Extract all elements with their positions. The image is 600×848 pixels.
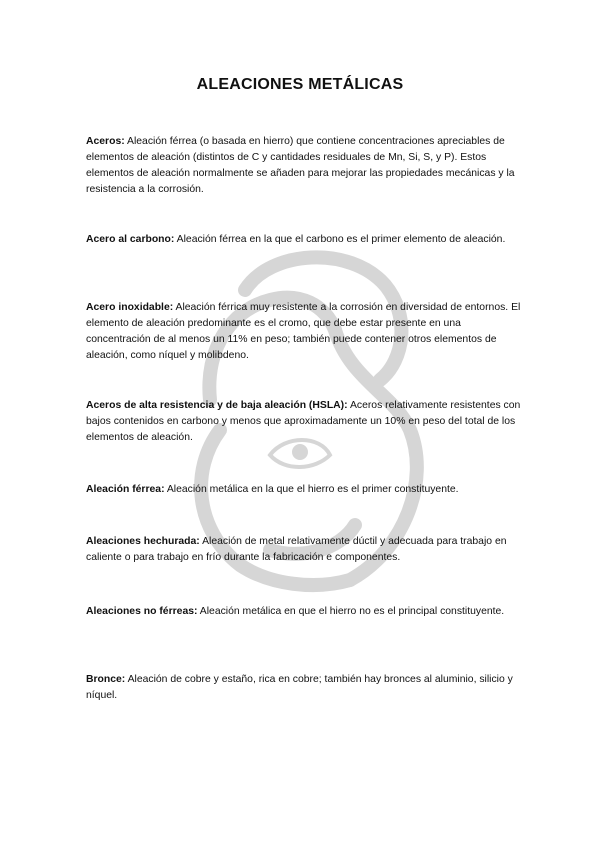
definition-entry [86,482,522,498]
definition-text: Aleación férrica muy resistente a la corrosión en diversidad de entornos. El elemento de aleación predominante es el cromo, que debe estar presente en una concentración de al menos un 11% en peso; también puede contener otros elementos de aleación, como níquel y molibdeno. [86,302,521,361]
term: Aceros: [86,136,125,147]
definition-entry [86,672,522,704]
definition-text: Aleación de cobre y estaño, rica en cobre; también hay bronces al aluminio, silicio y níquel. [86,674,513,701]
definition-text: Aleación metálica en que el hierro no es el principal constituyente. [199,606,505,617]
definition-text: Aleación de metal relativamente dúctil y adecuada para trabajo en caliente o para trabajo en frío durante la fabricación e componentes. [86,536,507,563]
definition-entry [86,534,522,566]
term: Aceros de alta resistencia y de baja aleación (HSLA): [86,400,348,411]
definition-entry [86,134,522,198]
term: Aleación férrea: [86,484,165,495]
term: Acero al carbono: [86,234,175,245]
definition-text: Aceros relativamente resistentes con bajos contenidos en carbono y menos que aproximadamente un 10% en peso del total de los elementos de aleación. [86,400,521,443]
definition-entry [86,398,522,446]
definition-text: Aleación metálica en la que el hierro es el primer constituyente. [166,484,459,495]
definition-text: Aleación férrea en la que el carbono es el primer elemento de aleación. [176,234,506,245]
definition-entry [86,232,522,248]
definition-entry [86,604,522,620]
term: Acero inoxidable: [86,302,174,313]
term: Aleaciones no férreas: [86,606,198,617]
page-title: ALEACIONES METÁLICAS [196,76,404,93]
term: Aleaciones hechurada: [86,536,200,547]
definition-text: Aleación férrea (o basada en hierro) que contiene concentraciones apreciables de elementos de aleación (distintos de C y cantidades residuales de Mn, Si, S, y P). Estos elementos de aleación normalmente se añaden para mejorar las propiedades mecánicas y la resistencia a la corrosión. [86,136,515,195]
definition-entry [86,300,522,364]
term: Bronce: [86,674,126,685]
